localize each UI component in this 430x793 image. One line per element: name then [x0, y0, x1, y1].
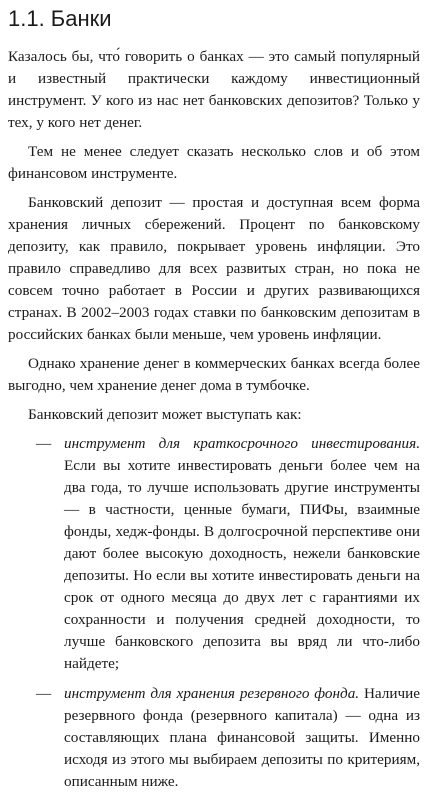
paragraph-intro: Казалось бы, что́ говорить о банках — это самый популярный и известный практически каждому инвестиционный инструмент. У кого из нас нет банковских депозитов? Только у тех, у кого нет денег.: [8, 48, 420, 131]
list-text: Если вы хотите инвестировать деньги более чем на два года, то лучше использовать другие инструменты — в частности, ценные бумаги, ПИФы, взаимные фонды, хедж-фонды. В долгосрочной перспективе они дают более высокую доходность, нежели банковские депозиты. Но если вы хотите инвестировать деньги на срок от одного месяца до двух лет с гарантиями их сохранности и получения средней доходности, то лучше банковского депозита вы вряд ли что-либо найдете;: [64, 457, 420, 672]
list-item: [8, 433, 420, 675]
list-term: инструмент для краткосрочного инвестирования.: [64, 435, 420, 452]
list-text: Наличие резервного фонда (резервного капитала) — одна из составляющих плана финансовой защиты. Именно исходя из этого мы выбираем депозиты по критериям, описанным ниже.: [64, 685, 420, 790]
paragraph-list-intro: Банковский депозит может выступать как:: [28, 406, 302, 423]
deposit-uses-list: [8, 433, 420, 793]
paragraph-transition: Тем не менее следует сказать несколько слов и об этом финансовом инструменте.: [8, 143, 420, 182]
list-dash: —: [36, 435, 52, 452]
section-heading: 1.1. Банки: [8, 6, 112, 31]
list-dash: —: [36, 685, 52, 702]
paragraph-commercial-banks: Однако хранение денег в коммерческих банках всегда более выгодно, чем хранение денег дома в тумбочке.: [8, 355, 420, 394]
list-term: инструмент для хранения резервного фонда.: [64, 685, 360, 702]
paragraph-deposit-definition: Банковский депозит — простая и доступная всем форма хранения личных сбережений. Процент по банковскому депозиту, как правило, покрывает уровень инфляции. Это правило справедливо для всех развитых стран, но пока не совсем точно работает в России и других развивающихся странах. В 2002–2003 годах ставки по банковским депозитам в российских банках были меньше, чем уровень инфляции.: [8, 194, 420, 343]
